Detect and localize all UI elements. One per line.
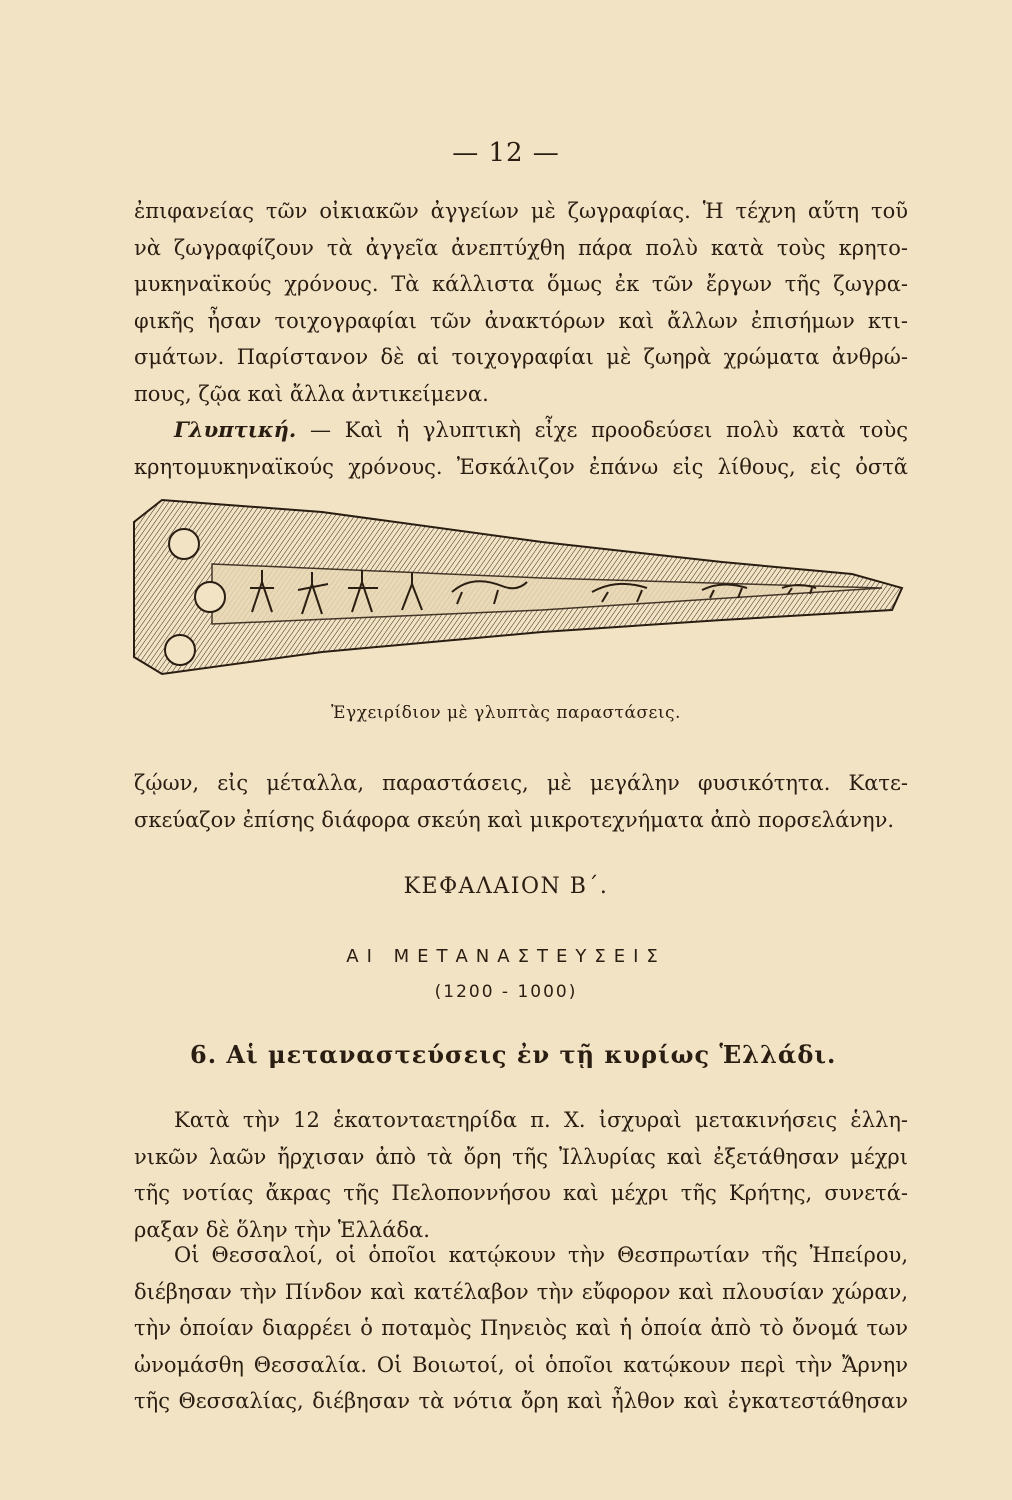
text-line: Κατὰ τὴν 12 ἑκατονταετηρίδα π. Χ. ἰσχυραὶ μετακινήσεις ἑλλη- xyxy=(174,1108,908,1132)
text-line: πους, ζῷα καὶ ἄλλα ἀντικείμενα. xyxy=(134,381,489,406)
text-line: ὠνομάσθη Θεσσαλία. Οἱ Βοιωτοί, οἱ ὁποῖοι κατῴκουν περὶ τὴν Ἄρνην xyxy=(134,1352,908,1377)
text-line: ραξαν δὲ ὅλην τὴν Ἑλλάδα. xyxy=(134,1217,430,1242)
text-line: σκεύαζον ἐπίσης διάφορα σκεύη καὶ μικροτεχνήματα ἀπὸ πορσελάνην. xyxy=(134,807,895,832)
text-line: ζῴων, εἰς μέταλλα, παραστάσεις, μὲ μεγάλην φυσικότητα. Κατε- xyxy=(134,771,908,795)
paragraph-animals xyxy=(134,765,908,838)
text-line: κρητομυκηναϊκούς χρόνους. Ἐσκάλιζον ἐπάνω εἰς λίθους, εἰς ὀστᾶ xyxy=(134,454,908,479)
paragraph-migrations xyxy=(134,1102,908,1248)
chapter-title: ΚΕΦΑΛΑΙΟΝ Β΄. xyxy=(403,874,609,899)
text-fragment: — Καὶ ἡ γλυπτικὴ εἶχε προοδεύσει πολὺ κατὰ τοὺς xyxy=(309,418,908,442)
text-line: σμάτων. Παρίστανον δὲ αἱ τοιχογραφίαι μὲ ζωηρὰ χρώματα ἀνθρώ- xyxy=(134,345,908,369)
text-line: τῆς νοτίας ἄκρας τῆς Πελοποννήσου καὶ μέχρι τῆς Κρήτης, συνετά- xyxy=(134,1181,908,1205)
rivet-hole xyxy=(165,635,195,665)
chapter-subtitle: ΑΙ ΜΕΤΑΝΑΣΤΕΥΣΕΙΣ xyxy=(346,946,666,967)
text-line: νικῶν λαῶν ἤρχισαν ἀπὸ τὰ ὄρη τῆς Ἰλλυρίας καὶ ἐξετάθησαν μέχρι xyxy=(134,1144,908,1169)
sculpture-heading: Γλυπτική. xyxy=(174,417,297,442)
text-line xyxy=(134,412,908,449)
text-line: φικῆς ἦσαν τοιχογραφίαι τῶν ἀνακτόρων καὶ ἄλλων ἐπισήμων κτι- xyxy=(134,308,908,333)
text-line: ἐπιφανείας τῶν οἰκιακῶν ἀγγείων μὲ ζωγραφίας. Ἡ τέχνη αὕτη τοῦ xyxy=(134,199,908,223)
text-line: τῆς Θεσσαλίας, διέβησαν τὰ νότια ὄρη καὶ ἦλθον καὶ ἐγκατεστάθησαν xyxy=(134,1389,908,1413)
section-heading: 6. Αἱ μεταναστεύσεις ἐν τῇ κυρίως Ἑλλάδι. xyxy=(190,1040,837,1069)
text-line: τὴν ὁποίαν διαρρέει ὁ ποταμὸς Πηνειὸς καὶ ἡ ὁποία ἀπὸ τὸ ὄνομά των xyxy=(134,1316,908,1340)
dagger-illustration xyxy=(122,492,912,692)
text-line: Οἱ Θεσσαλοί, οἱ ὁποῖοι κατῴκουν τὴν Θεσπρωτίαν τῆς Ἠπείρου, xyxy=(174,1243,908,1267)
page-number: — 12 — xyxy=(452,138,560,168)
chapter-dates: (1200 - 1000) xyxy=(434,982,578,1002)
text-line: μυκηναϊκούς χρόνους. Τὰ κάλλιστα ὅμως ἐκ τῶν ἔργων τῆς ζωγρα- xyxy=(134,272,908,296)
rivet-hole xyxy=(169,529,199,559)
paragraph-painting xyxy=(134,193,908,485)
text-line: διέβησαν τὴν Πίνδον καὶ κατέλαβον τὴν εὔφορον καὶ πλουσίαν χώραν, xyxy=(134,1279,908,1304)
paragraph-thessalians xyxy=(134,1237,908,1420)
rivet-hole xyxy=(195,582,225,612)
figure-caption: Ἐγχειρίδιον μὲ γλυπτὰς παραστάσεις. xyxy=(331,703,681,723)
text-line: νὰ ζωγραφίζουν τὰ ἀγγεῖα ἀνεπτύχθη πάρα πολὺ κατὰ τοὺς κρητο- xyxy=(134,235,908,260)
